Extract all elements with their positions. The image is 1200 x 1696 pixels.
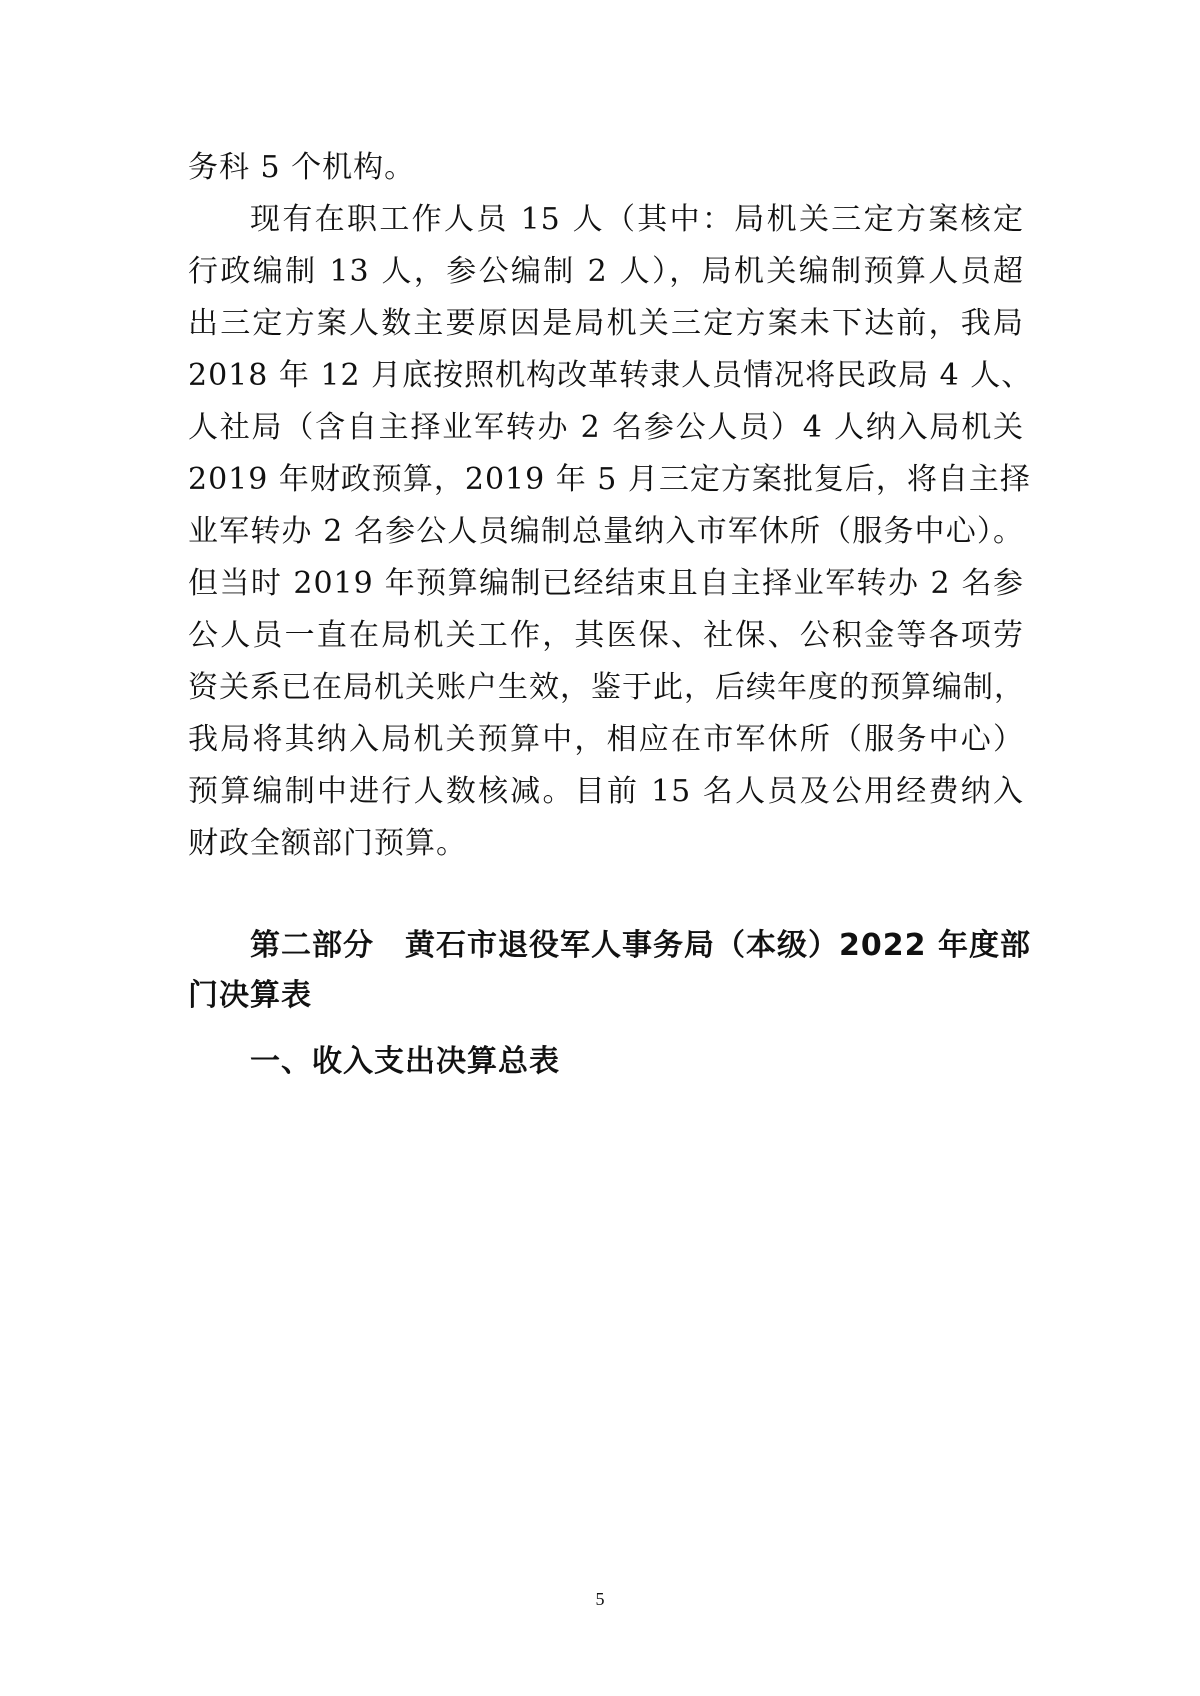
- paragraph-line: 财政全额部门预算。: [188, 826, 467, 861]
- page-number: 5: [595, 1589, 605, 1609]
- paragraph-line: 预算编制中进行人数核减。目前 15 名人员及公用经费纳入: [188, 774, 1024, 809]
- section-heading-continuation: 门决算表: [188, 978, 312, 1013]
- paragraph-line: 2019 年财政预算，2019 年 5 月三定方案批复后，将自主择: [188, 462, 1031, 497]
- paragraph-line: 人社局（含自主择业军转办 2 名参公人员）4 人纳入局机关: [188, 410, 1024, 445]
- paragraph-line: 出三定方案人数主要原因是局机关三定方案未下达前，我局: [188, 306, 1024, 341]
- paragraph-line: 现有在职工作人员 15 人（其中：局机关三定方案核定: [250, 202, 1024, 237]
- paragraph-line: 务科 5 个机构。: [188, 150, 416, 185]
- paragraph-line: 但当时 2019 年预算编制已经结束且自主择业军转办 2 名参: [188, 566, 1024, 601]
- paragraph-line: 2018 年 12 月底按照机构改革转隶人员情况将民政局 4 人、: [188, 358, 1033, 393]
- section-heading: 第二部分 黄石市退役军人事务局（本级）2022 年度部: [250, 928, 1031, 963]
- paragraph-line: 业军转办 2 名参公人员编制总量纳入市军休所（服务中心）。: [188, 514, 1024, 549]
- paragraph-line: 行政编制 13 人，参公编制 2 人），局机关编制预算人员超: [188, 254, 1024, 289]
- paragraph-line: 我局将其纳入局机关预算中，相应在市军休所（服务中心）: [188, 722, 1024, 757]
- subsection-heading: 一、收入支出决算总表: [250, 1044, 560, 1079]
- paragraph-line: 公人员一直在局机关工作，其医保、社保、公积金等各项劳: [188, 618, 1024, 653]
- paragraph-line: 资关系已在局机关账户生效，鉴于此，后续年度的预算编制，: [188, 670, 1025, 705]
